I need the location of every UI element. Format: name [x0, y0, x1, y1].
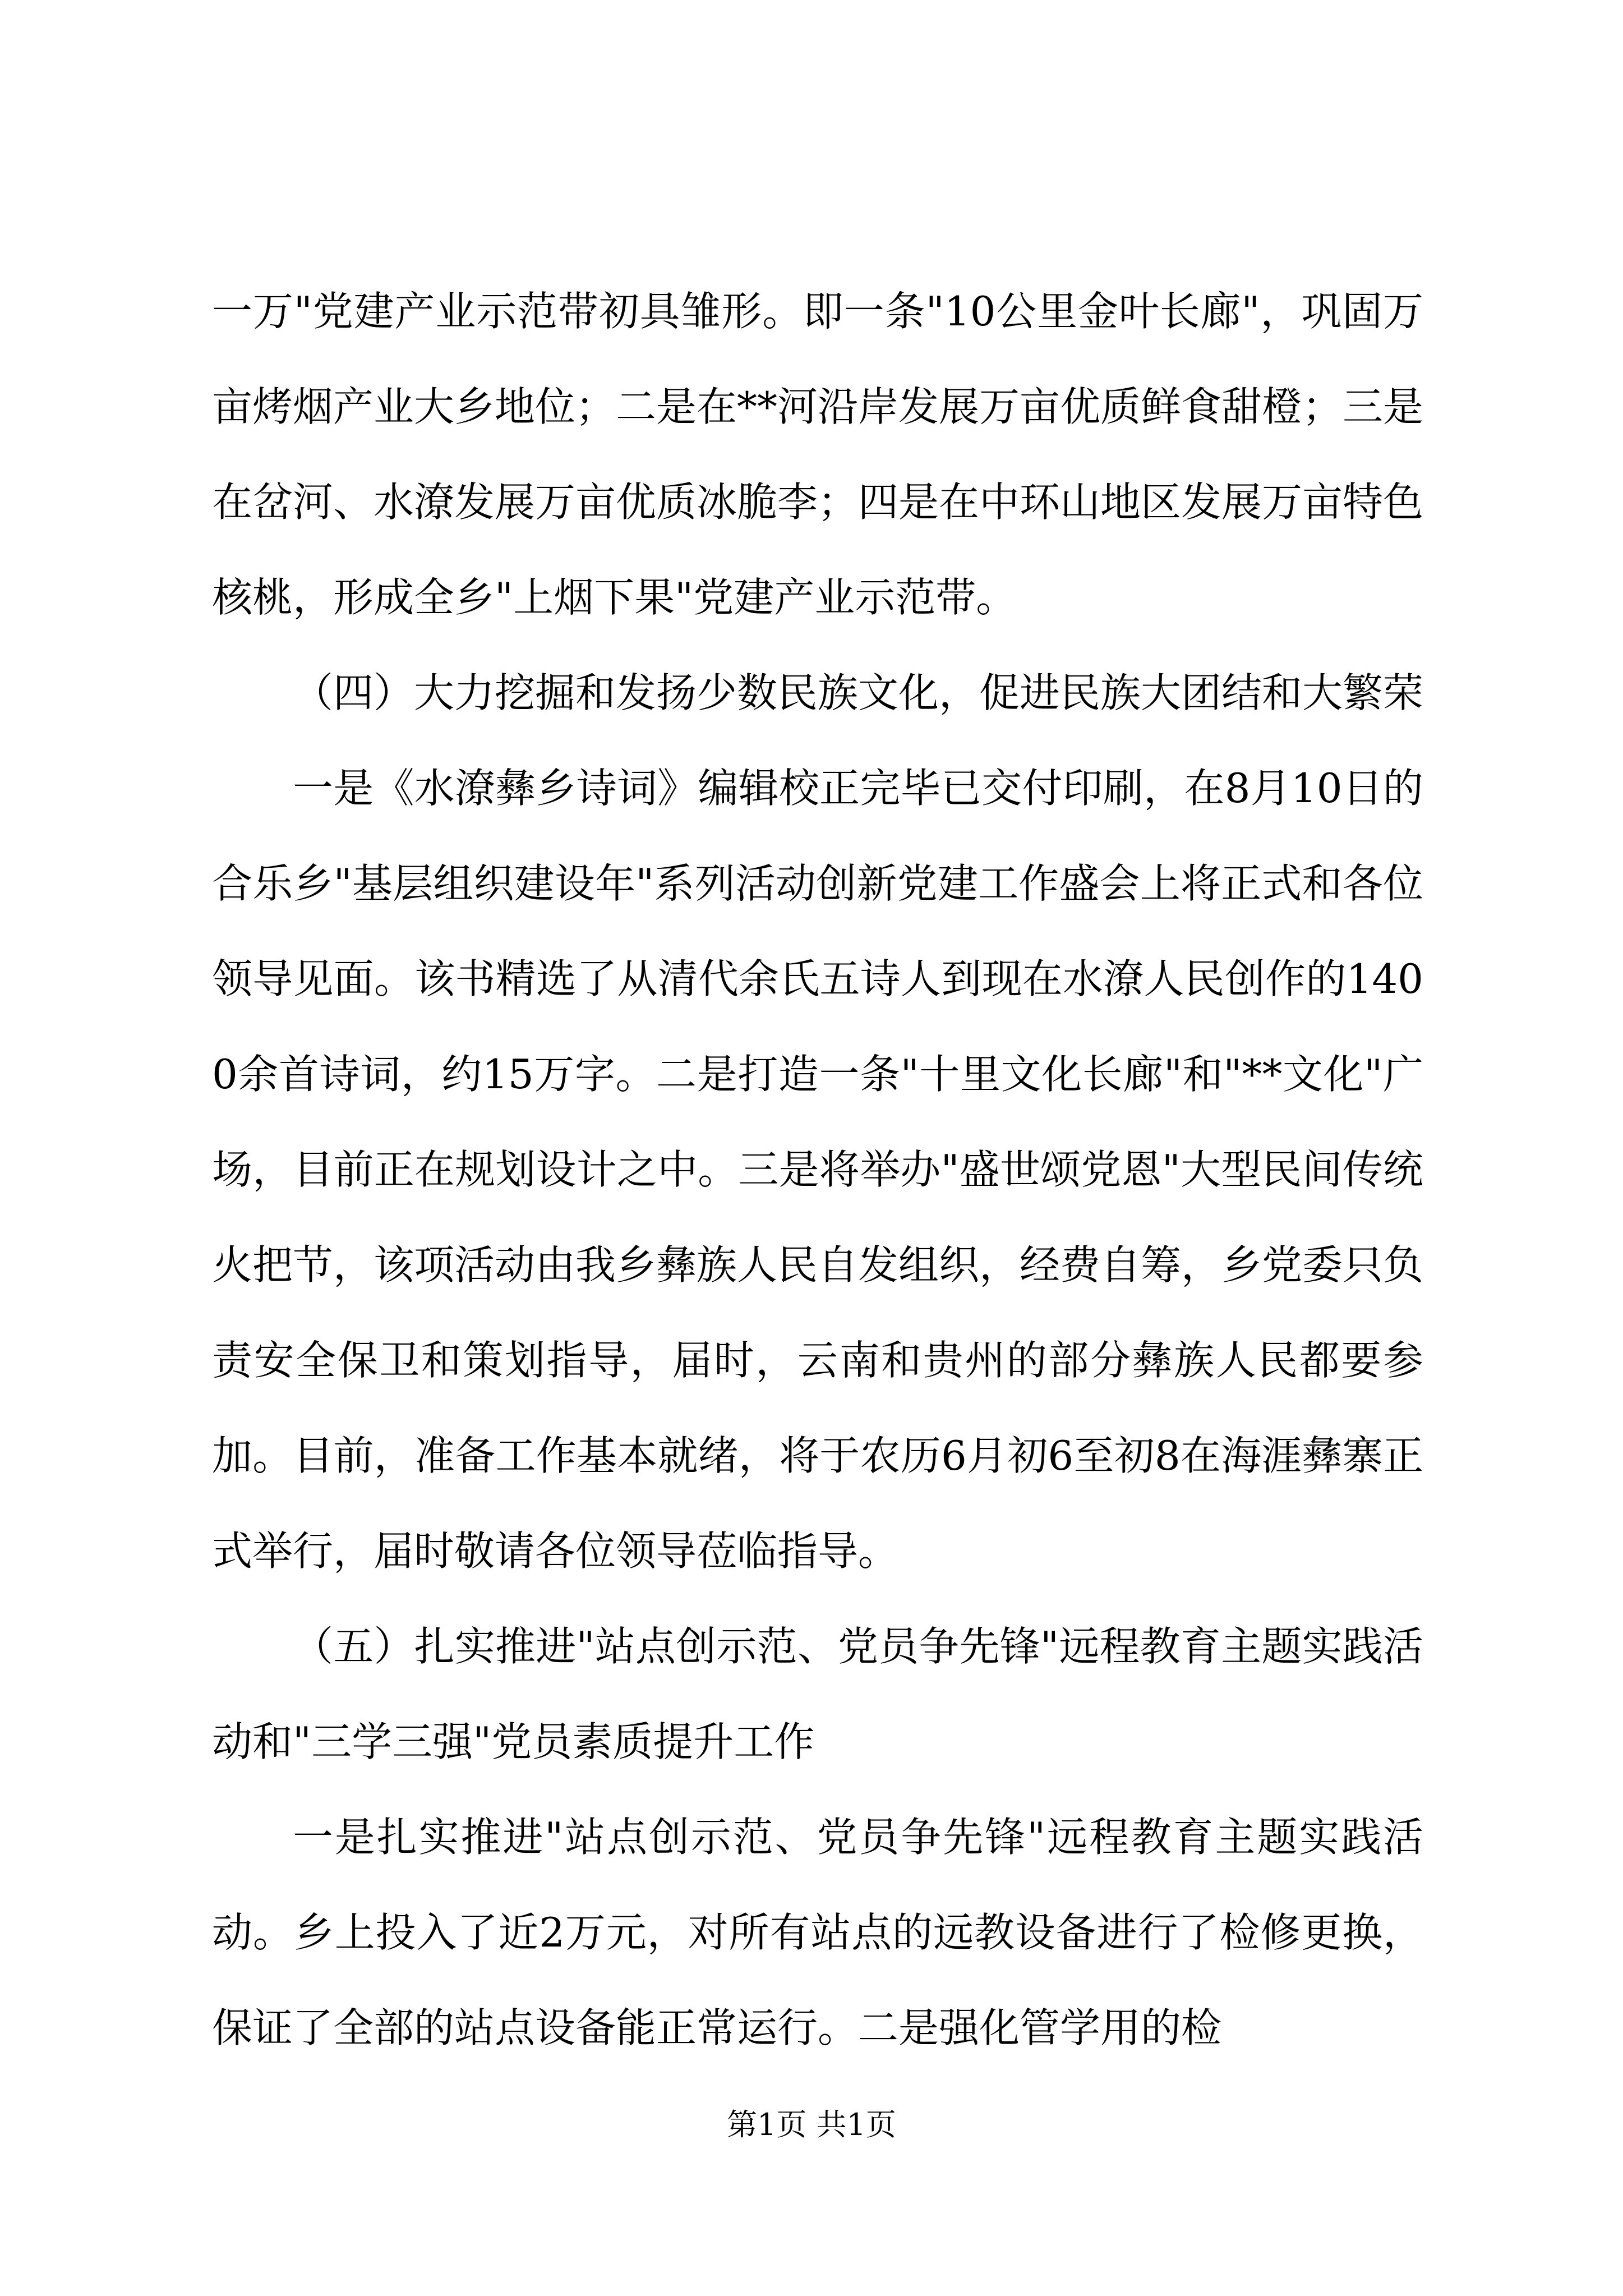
section-heading-5: （五）扎实推进"站点创示范、党员争先锋"远程教育主题实践活动和"三学三强"党员素质提升工作: [212, 1623, 1423, 1765]
paragraph-1: 一万"党建产业示范带初具雏形。即一条"10公里金叶长廊"，巩固万亩烤烟产业大乡地位；二是在**河沿岸发展万亩优质鲜食甜橙；三是在岔河、水潦发展万亩优质冰脆李；四是在中环山地区发展万亩特色核桃，形成全乡"上烟下果"党建产业示范带。: [212, 288, 1424, 621]
section-heading-4: （四）大力挖掘和发扬少数民族文化，促进民族大团结和大繁荣: [293, 669, 1424, 716]
page-footer: 第1页 共1页: [727, 2107, 896, 2142]
document-body: [212, 264, 1423, 2076]
paragraph-3: 一是扎实推进"站点创示范、党员争先锋"远程教育主题实践活动。乡上投入了近2万元，对所有站点的远教设备进行了检修更换，保证了全部的站点设备能正常运行。二是强化管学用的检: [212, 1814, 1423, 2051]
paragraph-2: 一是《水潦彝乡诗词》编辑校正完毕已交付印刷，在8月10日的合乐乡"基层组织建设年"系列活动创新党建工作盛会上将正式和各位领导见面。该书精选了从清代余氏五诗人到现在水潦人民创作的1400余首诗词，约15万字。二是打造一条"十里文化长廊"和"**文化"广场，目前正在规划设计之中。三是将举办"盛世颂党恩"大型民间传统火把节，该项活动由我乡彝族人民自发组织，经费自筹，乡党委只负责安全保卫和策划指导，届时，云南和贵州的部分彝族人民都要参加。目前，准备工作基本就绪，将于农历6月初6至初8在海涯彝寨正式举行，届时敬请各位领导莅临指导。: [212, 765, 1424, 1575]
